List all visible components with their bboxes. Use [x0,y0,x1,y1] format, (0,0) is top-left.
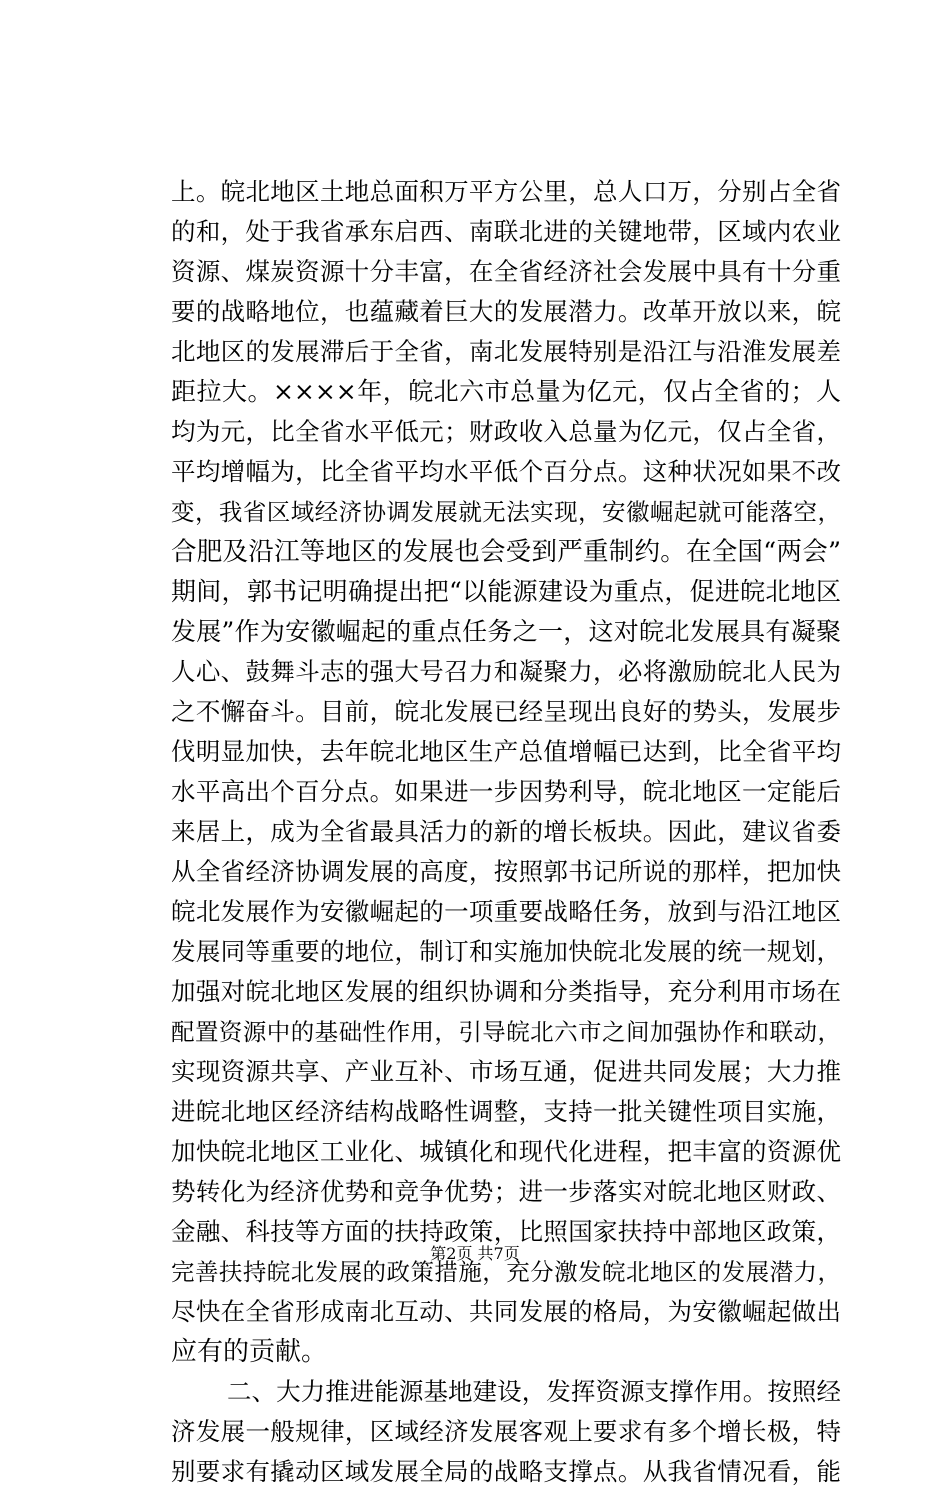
text-line: 加快皖北地区工业化、城镇化和现代化进程，把丰富的资源优 [171,1137,841,1166]
text-line: 发展同等重要的地位，制订和实施加快皖北发展的统一规划， [171,937,841,966]
text-line: 水平高出个百分点。如果进一步因势利导，皖北地区一定能后 [171,777,841,806]
text-line: 合肥及沿江等地区的发展也会受到严重制约。在全国“两会” [171,537,841,567]
text-line: 从全省经济协调发展的高度，按照郭书记所说的那样，把加快 [171,857,841,886]
text-line: 要的战略地位，也蕴藏着巨大的发展潜力。改革开放以来，皖 [171,297,841,326]
text-line: 期间，郭书记明确提出把“以能源建设为重点，促进皖北地区 [171,577,841,606]
text-line: 之不懈奋斗。目前，皖北发展已经呈现出良好的势头，发展步 [171,697,841,726]
text-line: 进皖北地区经济结构战略性调整，支持一批关键性项目实施， [171,1097,841,1126]
text-line: 尽快在全省形成南北互动、共同发展的格局，为安徽崛起做出 [171,1297,841,1326]
text-line: 别要求有撬动区域发展全局的战略支撑点。从我省情况看，能 [171,1457,841,1486]
text-line: 加强对皖北地区发展的组织协调和分类指导，充分利用市场在 [171,977,841,1006]
text-line: 二、大力推进能源基地建设，发挥资源支撑作用。按照经 [227,1377,841,1406]
text-line: 来居上，成为全省最具活力的新的增长板块。因此，建议省委 [171,817,841,846]
text-line: 的和，处于我省承东启西、南联北进的关键地带，区域内农业 [171,217,841,246]
text-line: 金融、科技等方面的扶持政策，比照国家扶持中部地区政策， [171,1217,841,1246]
text-line: 完善扶持皖北发展的政策措施，充分激发皖北地区的发展潜力， [171,1258,841,1286]
text-line: 伐明显加快，去年皖北地区生产总值增幅已达到，比全省平均 [171,737,841,766]
text-line: 人心、鼓舞斗志的强大号召力和凝聚力，必将激励皖北人民为 [171,657,841,686]
text-line: 配置资源中的基础性作用，引导皖北六市之间加强协作和联动， [171,1018,841,1046]
text-line: 势转化为经济优势和竞争优势；进一步落实对皖北地区财政、 [171,1177,841,1206]
text-line: 实现资源共享、产业互补、市场互通，促进共同发展；大力推 [171,1057,841,1086]
body-text [171,172,841,1492]
text-line: 变，我省区域经济协调发展就无法实现，安徽崛起就可能落空， [171,498,841,526]
text-line: 皖北发展作为安徽崛起的一项重要战略任务，放到与沿江地区 [171,897,841,926]
text-line: 北地区的发展滞后于全省，南北发展特别是沿江与沿淮发展差 [171,337,841,366]
text-line: 发展”作为安徽崛起的重点任务之一，这对皖北发展具有凝聚 [171,617,841,646]
text-line: 上。皖北地区土地总面积万平方公里，总人口万，分别占全省 [171,177,841,206]
text-line: 距拉大。××××年，皖北六市总量为亿元，仅占全省的；人 [171,377,841,406]
page-footer: 第2页 共7页 [430,1244,520,1263]
text-line: 均为元，比全省水平低元；财政收入总量为亿元，仅占全省， [171,417,841,446]
text-line: 资源、煤炭资源十分丰富，在全省经济社会发展中具有十分重 [171,257,841,286]
text-line: 济发展一般规律，区域经济发展客观上要求有多个增长极，特 [171,1417,841,1446]
text-line: 平均增幅为，比全省平均水平低个百分点。这种状况如果不改 [171,457,841,486]
text-line: 应有的贡献。 [171,1337,328,1367]
